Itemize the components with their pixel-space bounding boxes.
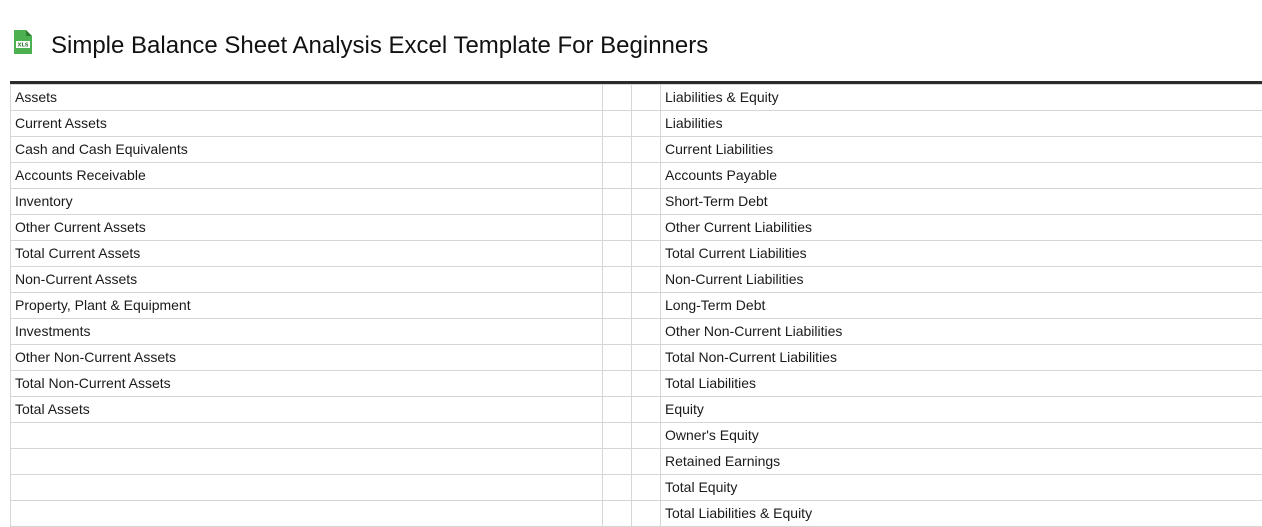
svg-text:XLS: XLS: [17, 43, 28, 49]
empty-cell[interactable]: [603, 319, 632, 345]
empty-cell[interactable]: [603, 475, 632, 501]
empty-cell[interactable]: [603, 137, 632, 163]
assets-cell[interactable]: Other Current Assets: [11, 215, 603, 241]
empty-cell[interactable]: [632, 423, 661, 449]
assets-cell[interactable]: Inventory: [11, 189, 603, 215]
table-row: [11, 475, 1262, 501]
empty-cell[interactable]: [632, 319, 661, 345]
empty-cell[interactable]: [632, 449, 661, 475]
empty-cell[interactable]: [603, 397, 632, 423]
empty-cell[interactable]: [632, 501, 661, 527]
empty-cell[interactable]: [603, 371, 632, 397]
empty-cell[interactable]: [632, 85, 661, 111]
balance-sheet-table: [10, 84, 1262, 527]
empty-cell[interactable]: [632, 189, 661, 215]
empty-cell[interactable]: [632, 293, 661, 319]
empty-cell[interactable]: [603, 501, 632, 527]
assets-cell[interactable]: Total Assets: [11, 397, 603, 423]
empty-cell[interactable]: [603, 449, 632, 475]
xls-file-icon: [12, 29, 34, 55]
empty-cell[interactable]: [632, 475, 661, 501]
empty-cell[interactable]: [603, 111, 632, 137]
assets-cell[interactable]: [11, 423, 603, 449]
table-row: [11, 267, 1262, 293]
empty-cell[interactable]: [603, 215, 632, 241]
page-header: [12, 28, 1252, 64]
table-row: [11, 163, 1262, 189]
assets-cell[interactable]: [11, 475, 603, 501]
table-row: [11, 319, 1262, 345]
table-row: [11, 293, 1262, 319]
empty-cell[interactable]: [632, 267, 661, 293]
table-row: [11, 501, 1262, 527]
empty-cell[interactable]: [632, 371, 661, 397]
liabilities-equity-cell[interactable]: Owner's Equity: [661, 423, 1262, 449]
assets-cell[interactable]: Cash and Cash Equivalents: [11, 137, 603, 163]
table-row: [11, 85, 1262, 111]
table-row: [11, 449, 1262, 475]
liabilities-equity-cell[interactable]: Non-Current Liabilities: [661, 267, 1262, 293]
table-row: [11, 111, 1262, 137]
empty-cell[interactable]: [603, 85, 632, 111]
liabilities-equity-cell[interactable]: Other Non-Current Liabilities: [661, 319, 1262, 345]
liabilities-equity-cell[interactable]: Total Equity: [661, 475, 1262, 501]
assets-cell[interactable]: [11, 449, 603, 475]
empty-cell[interactable]: [603, 293, 632, 319]
empty-cell[interactable]: [603, 189, 632, 215]
empty-cell[interactable]: [632, 397, 661, 423]
table-row: [11, 345, 1262, 371]
empty-cell[interactable]: [603, 345, 632, 371]
assets-cell[interactable]: Other Non-Current Assets: [11, 345, 603, 371]
assets-cell[interactable]: Total Non-Current Assets: [11, 371, 603, 397]
assets-cell[interactable]: Current Assets: [11, 111, 603, 137]
liabilities-equity-cell[interactable]: Accounts Payable: [661, 163, 1262, 189]
empty-cell[interactable]: [632, 111, 661, 137]
empty-cell[interactable]: [632, 345, 661, 371]
table-row: [11, 241, 1262, 267]
assets-cell[interactable]: Total Current Assets: [11, 241, 603, 267]
assets-cell[interactable]: [11, 501, 603, 527]
assets-cell[interactable]: Non-Current Assets: [11, 267, 603, 293]
table-row: [11, 215, 1262, 241]
assets-cell[interactable]: Assets: [11, 85, 603, 111]
liabilities-equity-cell[interactable]: Total Liabilities: [661, 371, 1262, 397]
liabilities-equity-cell[interactable]: Other Current Liabilities: [661, 215, 1262, 241]
table-row: [11, 423, 1262, 449]
liabilities-equity-cell[interactable]: Liabilities & Equity: [661, 85, 1262, 111]
liabilities-equity-cell[interactable]: Liabilities: [661, 111, 1262, 137]
empty-cell[interactable]: [632, 215, 661, 241]
empty-cell[interactable]: [603, 163, 632, 189]
empty-cell[interactable]: [632, 163, 661, 189]
empty-cell[interactable]: [603, 423, 632, 449]
assets-cell[interactable]: Investments: [11, 319, 603, 345]
empty-cell[interactable]: [603, 241, 632, 267]
empty-cell[interactable]: [632, 241, 661, 267]
liabilities-equity-cell[interactable]: Total Current Liabilities: [661, 241, 1262, 267]
table-row: [11, 189, 1262, 215]
liabilities-equity-cell[interactable]: Total Liabilities & Equity: [661, 501, 1262, 527]
empty-cell[interactable]: [603, 267, 632, 293]
liabilities-equity-cell[interactable]: Short-Term Debt: [661, 189, 1262, 215]
balance-sheet: [10, 81, 1262, 527]
empty-cell[interactable]: [632, 137, 661, 163]
liabilities-equity-cell[interactable]: Equity: [661, 397, 1262, 423]
assets-cell[interactable]: Property, Plant & Equipment: [11, 293, 603, 319]
liabilities-equity-cell[interactable]: Current Liabilities: [661, 137, 1262, 163]
table-row: [11, 137, 1262, 163]
liabilities-equity-cell[interactable]: Retained Earnings: [661, 449, 1262, 475]
liabilities-equity-cell[interactable]: Long-Term Debt: [661, 293, 1262, 319]
liabilities-equity-cell[interactable]: Total Non-Current Liabilities: [661, 345, 1262, 371]
table-row: [11, 397, 1262, 423]
table-row: [11, 371, 1262, 397]
page-title: Simple Balance Sheet Analysis Excel Template For Beginners: [51, 28, 708, 64]
assets-cell[interactable]: Accounts Receivable: [11, 163, 603, 189]
